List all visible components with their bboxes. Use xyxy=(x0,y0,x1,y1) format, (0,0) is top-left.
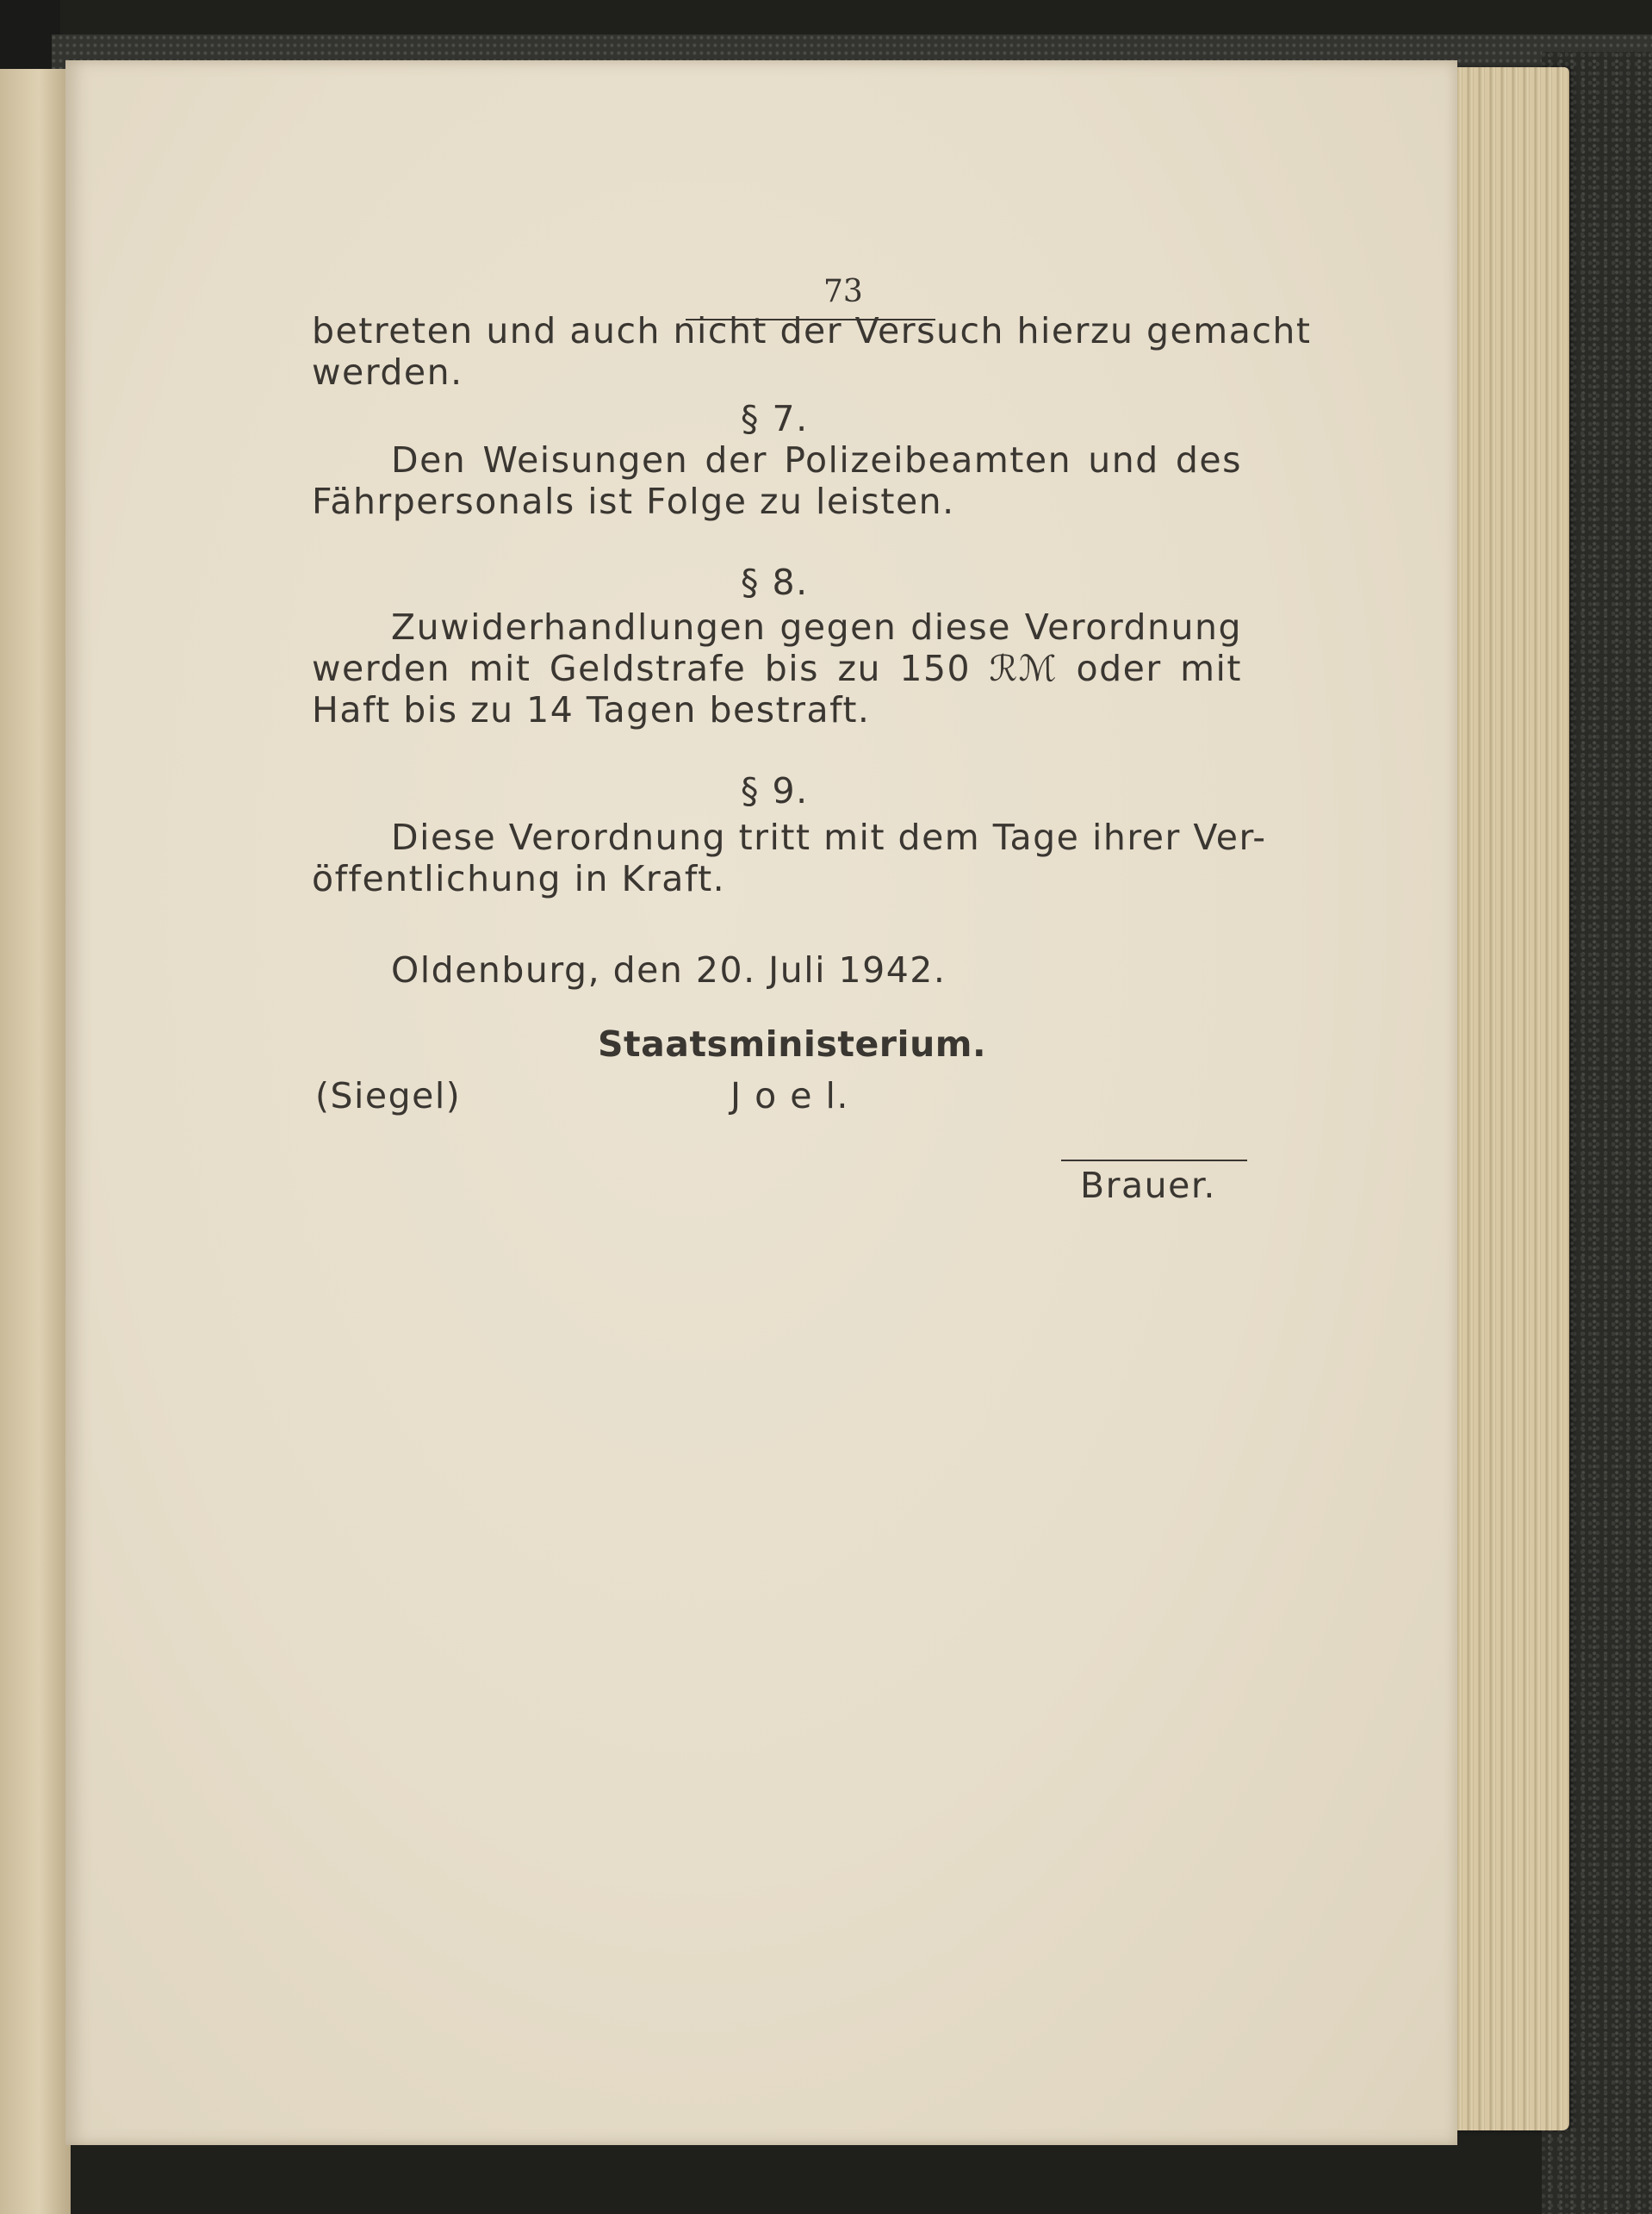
section-8-line-1: Zuwiderhandlungen gegen diese Verordnung xyxy=(391,606,1242,648)
date-line: Oldenburg, den 20. Juli 1942. xyxy=(391,949,947,991)
section-8-line-2: werden mit Geldstrafe bis zu 150 ℛℳ oder mit xyxy=(312,648,1242,689)
section-7-line-1: Den Weisungen der Polizeibeamten und des xyxy=(391,439,1242,481)
seal-note: (Siegel) xyxy=(315,1075,462,1116)
authority-title: Staatsministerium. xyxy=(598,1023,987,1065)
section-7-heading: § 7. xyxy=(741,398,809,439)
section-9-line-2: öffentlichung in Kraft. xyxy=(312,858,726,899)
continuation-line-2: werden. xyxy=(312,351,463,393)
section-7-line-2: Fährpersonals ist Folge zu leisten. xyxy=(312,481,955,522)
page-number: 73 xyxy=(823,274,863,309)
section-9-heading: § 9. xyxy=(741,770,809,812)
page-edge-stack xyxy=(1440,67,1569,2130)
section-8-line-3: Haft bis zu 14 Tagen bestraft. xyxy=(312,689,871,731)
signature-rule xyxy=(1061,1160,1247,1161)
section-9-line-1: Diese Verordnung tritt mit dem Tage ihrer Ver- xyxy=(391,817,1267,858)
left-facing-page xyxy=(0,69,71,2214)
signatory-joel: J o e l. xyxy=(730,1075,849,1116)
continuation-line-1: betreten und auch nicht der Versuch hierzu gemacht xyxy=(312,310,1312,351)
signatory-brauer: Brauer. xyxy=(1080,1165,1216,1206)
section-8-heading: § 8. xyxy=(741,562,809,603)
page xyxy=(65,60,1457,2145)
